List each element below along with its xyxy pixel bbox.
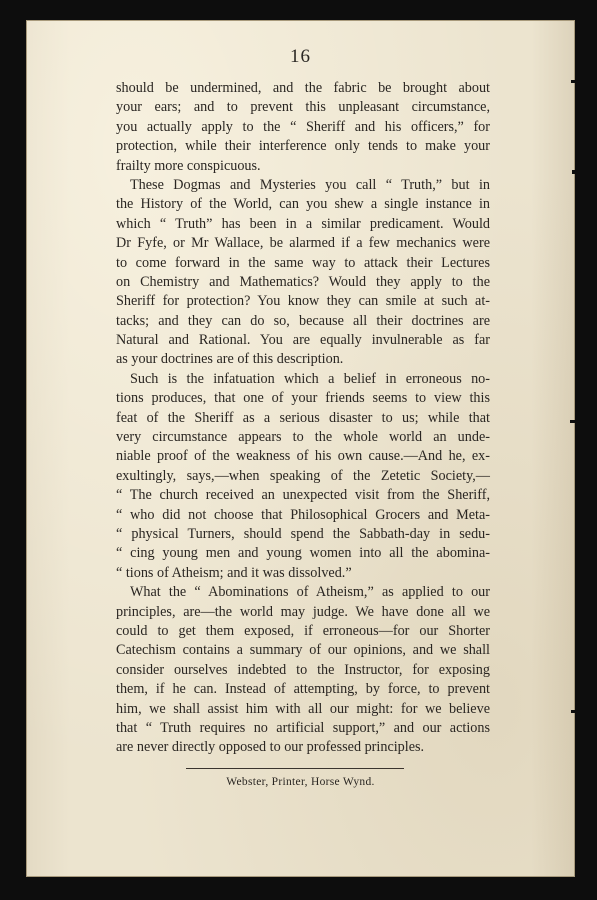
- text-line: are never directly opposed to our professed principles.: [116, 739, 425, 756]
- text-line: your ears; and to prevent this unpleasant circumstance,: [116, 99, 490, 116]
- text-line: you actually apply to the “ Sheriff and his officers,” for: [116, 118, 490, 135]
- page-edge-tear: [572, 170, 577, 174]
- text-line: could to get them exposed, if erroneous—for our Shorter: [116, 622, 490, 639]
- text-line: feat of the Sheriff as a serious disaster to us; while that: [116, 409, 490, 426]
- text-line: consider ourselves indebted to the Instructor, for exposing: [116, 661, 490, 678]
- text-line: to come forward in the same way to attack their Lectures: [116, 254, 490, 271]
- imprint-divider: [186, 768, 404, 769]
- page-edge-tear: [571, 710, 577, 713]
- text-line: as your doctrines are of this description.: [116, 351, 344, 368]
- text-line: Natural and Rational. You are equally invulnerable as far: [116, 332, 490, 349]
- page-edge-tear: [571, 80, 577, 83]
- page-number: 16: [290, 46, 311, 67]
- text-line: exultingly, says,—when speaking of the Zetetic Society,—: [116, 467, 490, 484]
- body-text: [116, 79, 490, 758]
- quoted-line: “ The church received an unexpected visit from the Sheriff,: [116, 487, 490, 504]
- book-page: [26, 20, 575, 877]
- text-line: tions produces, that one of your friends seems to view this: [116, 390, 490, 407]
- text-line: very circumstance appears to the whole world an unde-: [116, 429, 490, 446]
- text-line: them, if he can. Instead of attempting, by force, to prevent: [116, 681, 490, 698]
- text-line: tacks; and they can do so, because all their doctrines are: [116, 312, 490, 329]
- quoted-line: “ tions of Atheism; and it was dissolved.”: [116, 564, 352, 581]
- text-line: the History of the World, can you shew a single instance in: [116, 196, 490, 213]
- text-line: frailty more conspicuous.: [116, 157, 261, 174]
- text-line: that “ Truth requires no artificial support,” and our actions: [116, 719, 490, 736]
- quoted-line: “ who did not choose that Philosophical Grocers and Meta-: [116, 506, 490, 523]
- text-line: What the “ Abominations of Atheism,” as applied to our: [130, 584, 490, 601]
- text-line: Catechism contains a summary of our opinions, and we shall: [116, 642, 490, 659]
- text-line: These Dogmas and Mysteries you call “ Truth,” but in: [130, 176, 490, 193]
- text-line: Dr Fyfe, or Mr Wallace, be alarmed if a few mechanics were: [116, 235, 490, 252]
- text-line: should be undermined, and the fabric be brought about: [116, 80, 490, 96]
- text-line: niable proof of the weakness of his own cause.—And he, ex-: [116, 448, 490, 465]
- quoted-line: “ cing young men and young women into all the abomina-: [116, 545, 490, 562]
- text-line: Sheriff for protection? You know they can smile at such at-: [116, 293, 490, 310]
- page-edge-tear: [570, 420, 577, 423]
- text-line: which “ Truth” has been in a similar predicament. Would: [116, 215, 490, 232]
- text-line: on Chemistry and Mathematics? Would they apply to the: [116, 273, 490, 290]
- printer-imprint: Webster, Printer, Horse Wynd.: [226, 776, 375, 788]
- text-line: principles, are—the world may judge. We have done all we: [116, 603, 490, 620]
- text-line: protection, while their interference only tends to make your: [116, 138, 490, 155]
- text-line: Such is the infatuation which a belief in erroneous no-: [130, 370, 490, 387]
- quoted-line: “ physical Turners, should spend the Sabbath-day in sedu-: [116, 525, 490, 542]
- text-line: him, we shall assist him with all our might: for we believe: [116, 700, 490, 717]
